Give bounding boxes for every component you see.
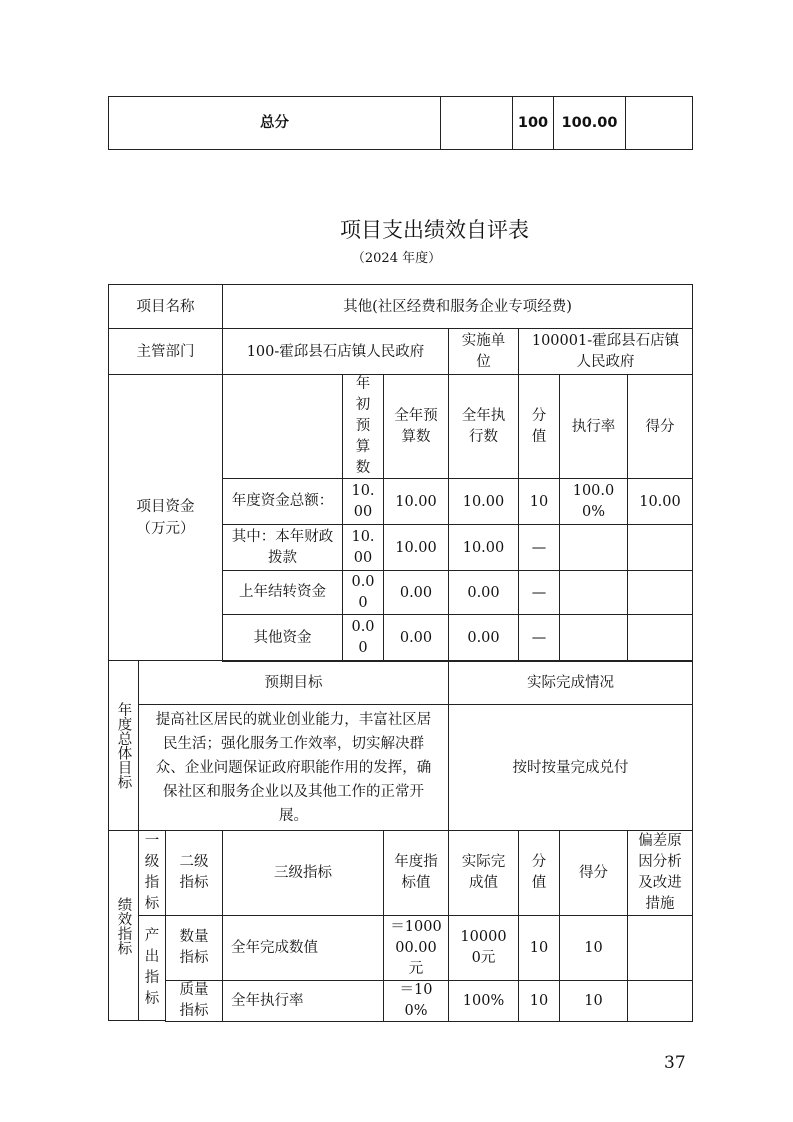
- unit-label: 实施单位: [448, 328, 519, 375]
- fund-row-name: 其中：本年财政拨款: [222, 524, 343, 571]
- fund-row-executed: 10.00: [448, 478, 519, 525]
- project-name-label: 项目名称: [108, 284, 223, 329]
- funds-label: 项目资金（万元）: [108, 374, 223, 661]
- fund-row-budget: 0.00: [383, 570, 449, 615]
- ind-row-level2: 质量指标: [165, 980, 223, 1022]
- fund-row-rate: [559, 614, 628, 662]
- ind-header-level2: 二级指标: [165, 830, 223, 916]
- fund-row-executed: 0.00: [448, 570, 519, 615]
- ind-row-score: 10: [559, 980, 628, 1022]
- fund-row-initial: 0.00: [342, 614, 384, 662]
- fund-row-initial: 10.00: [342, 524, 384, 571]
- ind-row-actual: 100%: [448, 980, 519, 1022]
- fund-row-rate: [559, 524, 628, 571]
- funds-header-budget: 全年预算数: [383, 374, 449, 479]
- ind-row-remark: [627, 915, 693, 981]
- ind-header-remark: 偏差原因分析及改进措施: [627, 830, 693, 916]
- fund-row-rate: 100.00%: [559, 478, 628, 525]
- fund-row-score: [627, 570, 693, 615]
- fund-row-weight: —: [518, 570, 560, 615]
- funds-header-weight: 分值: [518, 374, 560, 479]
- ind-row-weight: 10: [518, 915, 560, 981]
- goals-label: 年度总体目标: [108, 660, 139, 831]
- ind-level1: 产出指标: [138, 915, 166, 1021]
- project-name: 其他(社区经费和服务企业专项经费): [222, 284, 693, 329]
- actual-goal: 按时按量完成兑付: [448, 704, 693, 831]
- funds-header-blank: [222, 374, 343, 479]
- fund-row-score: 10.00: [627, 478, 693, 525]
- total-blank: [440, 96, 513, 150]
- fund-row-budget: 10.00: [383, 524, 449, 571]
- actual-label: 实际完成情况: [448, 660, 693, 705]
- dept: 100-霍邱县石店镇人民政府: [222, 328, 449, 375]
- ind-row-level2: 数量指标: [165, 915, 223, 981]
- ind-row-target: ＝100000.00元: [383, 915, 449, 981]
- ind-header-target: 年度指标值: [383, 830, 449, 916]
- total-remark: [625, 96, 693, 150]
- fund-row-initial: 10.00: [342, 478, 384, 525]
- fund-row-weight: —: [518, 524, 560, 571]
- unit: 100001-霍邱县石店镇人民政府: [518, 328, 693, 375]
- fund-row-budget: 10.00: [383, 478, 449, 525]
- ind-header-level1: 一级指标: [138, 830, 166, 916]
- ind-header-actual: 实际完成值: [448, 830, 519, 916]
- fund-row-weight: —: [518, 614, 560, 662]
- page-title: 项目支出绩效自评表: [340, 218, 529, 242]
- dept-label: 主管部门: [108, 328, 223, 375]
- fund-row-name: 年度资金总额：: [222, 478, 343, 525]
- ind-row-level3: 全年完成数值: [222, 915, 384, 981]
- fund-row-executed: 10.00: [448, 524, 519, 571]
- page-number: 37: [664, 1053, 686, 1073]
- funds-header-executed: 全年执行数: [448, 374, 519, 479]
- funds-header-rate: 执行率: [559, 374, 628, 479]
- fund-row-initial: 0.00: [342, 570, 384, 615]
- ind-row-remark: [627, 980, 693, 1022]
- funds-header-initial: 年初预算数: [342, 374, 384, 479]
- fund-row-name: 上年结转资金: [222, 570, 343, 615]
- total-score: 100.00: [553, 96, 626, 150]
- fund-row-executed: 0.00: [448, 614, 519, 662]
- ind-header-score: 得分: [559, 830, 628, 916]
- indicators-label: 绩效指标: [108, 830, 139, 1021]
- ind-row-score: 10: [559, 915, 628, 981]
- ind-row-level3: 全年执行率: [222, 980, 384, 1022]
- fund-row-score: [627, 614, 693, 662]
- ind-header-weight: 分值: [518, 830, 560, 916]
- ind-header-level3: 三级指标: [222, 830, 384, 916]
- funds-header-score: 得分: [627, 374, 693, 479]
- fund-row-name: 其他资金: [222, 614, 343, 662]
- fund-row-budget: 0.00: [383, 614, 449, 662]
- fund-row-rate: [559, 570, 628, 615]
- expected-label: 预期目标: [138, 660, 449, 705]
- total-score-value: 100: [512, 96, 554, 150]
- fund-row-score: [627, 524, 693, 571]
- ind-row-actual: 100000元: [448, 915, 519, 981]
- expected-goal: 提高社区居民的就业创业能力，丰富社区居民生活；强化服务工作效率，切实解决群众、企业问题保证政府职能作用的发挥，确保社区和服务企业以及其他工作的正常开展。: [138, 704, 449, 831]
- ind-row-weight: 10: [518, 980, 560, 1022]
- fund-row-weight: 10: [518, 478, 560, 525]
- ind-row-target: ＝100%: [383, 980, 449, 1022]
- year-label: （2024 年度）: [351, 251, 442, 266]
- total-label: 总分: [108, 96, 441, 150]
